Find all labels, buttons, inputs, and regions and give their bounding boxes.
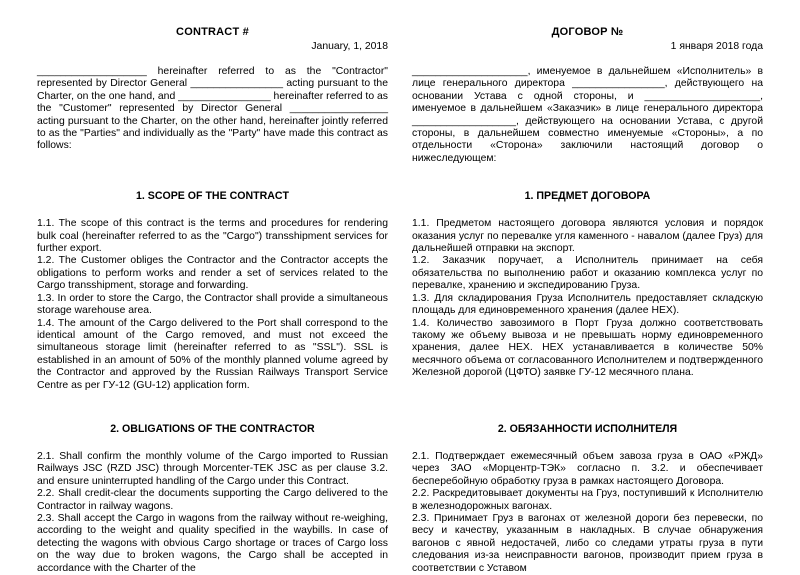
- document-header-en: [37, 26, 388, 52]
- document-header-ru: [412, 26, 763, 52]
- section-1-title-ru: 1. ПРЕДМЕТ ДОГОВОРА: [524, 190, 651, 203]
- clause-1-1-en: 1.1. The scope of this contract is the terms and procedures for rendering bulk coal (hereinafter referred to as the "Cargo") transshipment services for further export.: [37, 218, 388, 255]
- clause-1-1-ru: 1.1. Предметом настоящего договора являются условия и порядок оказания услуг по перевалке угля каменного - навалом (далее Груз) для дальнейшей отправки на экспорт.: [412, 218, 763, 255]
- clause-2-2-ru: 2.2. Раскредитовывает документы на Груз, поступивший к Исполнителю в железнодорожных вагонах.: [412, 488, 763, 512]
- clause-2-1-en: 2.1. Shall confirm the monthly volume of the Cargo imported to Russian Railways JSC (RZD JSC) through Morcenter-TEK JSC as per clause 3.2. and ensure uninterrupted handling of the Cargo under this Contract.: [37, 450, 388, 487]
- clause-1-4-ru: 1.4. Количество завозимого в Порт Груза должно соответствовать такому же объему вывоза и не превышать норму единовременного хранения, далее НЕХ. НЕХ устанавливается в количестве 50% месячного объема от согласованного Исполнителем и подтвержденного Железной дорогой (ЦФТО) заявке ГУ-12 месячного плана.: [412, 317, 763, 379]
- contract-title-ru: ДОГОВОР №: [551, 26, 624, 38]
- clause-1-4-en: 1.4. The amount of the Cargo delivered to the Port shall correspond to the identical amount of the Cargo removed, and must not exceed the simultaneous storage limit (hereinafter referred to as "SSL"). SSL is established in an amount of 50% of the monthly planned volume agreed by the Contractor and approved by the Russian Railways Transport Service Centre as per ГУ-12 (GU-12) application form.: [37, 317, 388, 391]
- section-2-title-en: 2. OBLIGATIONS OF THE CONTRACTOR: [110, 422, 315, 435]
- preamble-paragraph-ru: ____________________, именуемое в дальнейшем «Исполнитель» в лице генерального директора ________________, действующего на основании Устава с одной стороны, и ____________________, именуемое в дальнейшем «Заказчик» в лице генерального директора __________________, действующего на основании Устава, с другой стороны, в дальнейшем совместно именуемые «Стороны», а по отдельности «Сторона» заключили настоящий договор о нижеследующем:: [412, 66, 763, 164]
- clause-2-1-ru: 2.1. Подтверждает ежемесячный объем завоза груза в ОАО «РЖД» через ЗАО «Морцентр-ТЭК» согласно п. 3.2. и обеспечивает бесперебойную обработку груза в рамках настоящего Договора.: [412, 450, 763, 487]
- clause-2-2-en: 2.2. Shall credit-clear the documents supporting the Cargo delivered to the Contractor in railway wagons.: [37, 488, 388, 512]
- two-column-layout: [37, 26, 763, 575]
- section-1-body-ru: [412, 218, 763, 379]
- contract-title-en: CONTRACT #: [176, 26, 249, 38]
- section-1-body-en: [37, 218, 388, 392]
- section-1-title-en: 1. SCOPE OF THE CONTRACT: [135, 190, 290, 203]
- clause-1-3-ru: 1.3. Для складирования Груза Исполнитель предоставляет складскую площадь для единовременного хранения (далее НЕХ).: [412, 292, 763, 317]
- clause-2-3-ru: 2.3. Принимает Груз в вагонах от железной дороги без перевески, по весу и качеству, указанным в накладных. В случае обнаружения вагонов с явной недостачей, либо со следами утраты груза в пути следования из-за неисправности вагонов, производит прием груза в соответствии с Уставом: [412, 512, 763, 574]
- contract-date-en: January, 1, 2018: [311, 41, 388, 52]
- clause-2-3-en: 2.3. Shall accept the Cargo in wagons from the railway without re-weighing, according to the weight and quality specified in the waybills. In case of detecting the wagons with obvious Cargo shortage or traces of Cargo loss on the way due to broken wagons, the Cargo shall be accepted in accordance with the Charter of the: [37, 512, 388, 574]
- clause-1-2-en: 1.2. The Customer obliges the Contractor and the Contractor accepts the obligations to perform works and render a set of services related to the Cargo transshipment, storage and forwarding.: [37, 255, 388, 292]
- section-2-body-ru: [412, 451, 763, 575]
- contract-date-ru: 1 января 2018 года: [670, 41, 763, 52]
- preamble-paragraph-en: ___________________ hereinafter referred to as the "Contractor" represented by Director General ________________ acting pursuant to the Charter, on the one hand, and ________________ hereinafter referred to as the "Customer" represented by Director General _________________ acting pursuant to the Charter, on the other hand, hereinafter jointly referred to as the "Parties" and individually as the "Party" have made this contract as follows:: [37, 66, 388, 152]
- clause-1-3-en: 1.3. In order to store the Cargo, the Contractor shall provide a simultaneous storage warehouse area.: [37, 292, 388, 317]
- clause-1-2-ru: 1.2. Заказчик поручает, а Исполнитель принимает на себя обязательства по выполнению работ и оказанию комплекса услуг по перевалке, хранению и экспедированию Груза.: [412, 255, 763, 292]
- section-2-body-en: [37, 451, 388, 575]
- section-2-title-ru: 2. ОБЯЗАННОСТИ ИСПОЛНИТЕЛЯ: [497, 422, 678, 435]
